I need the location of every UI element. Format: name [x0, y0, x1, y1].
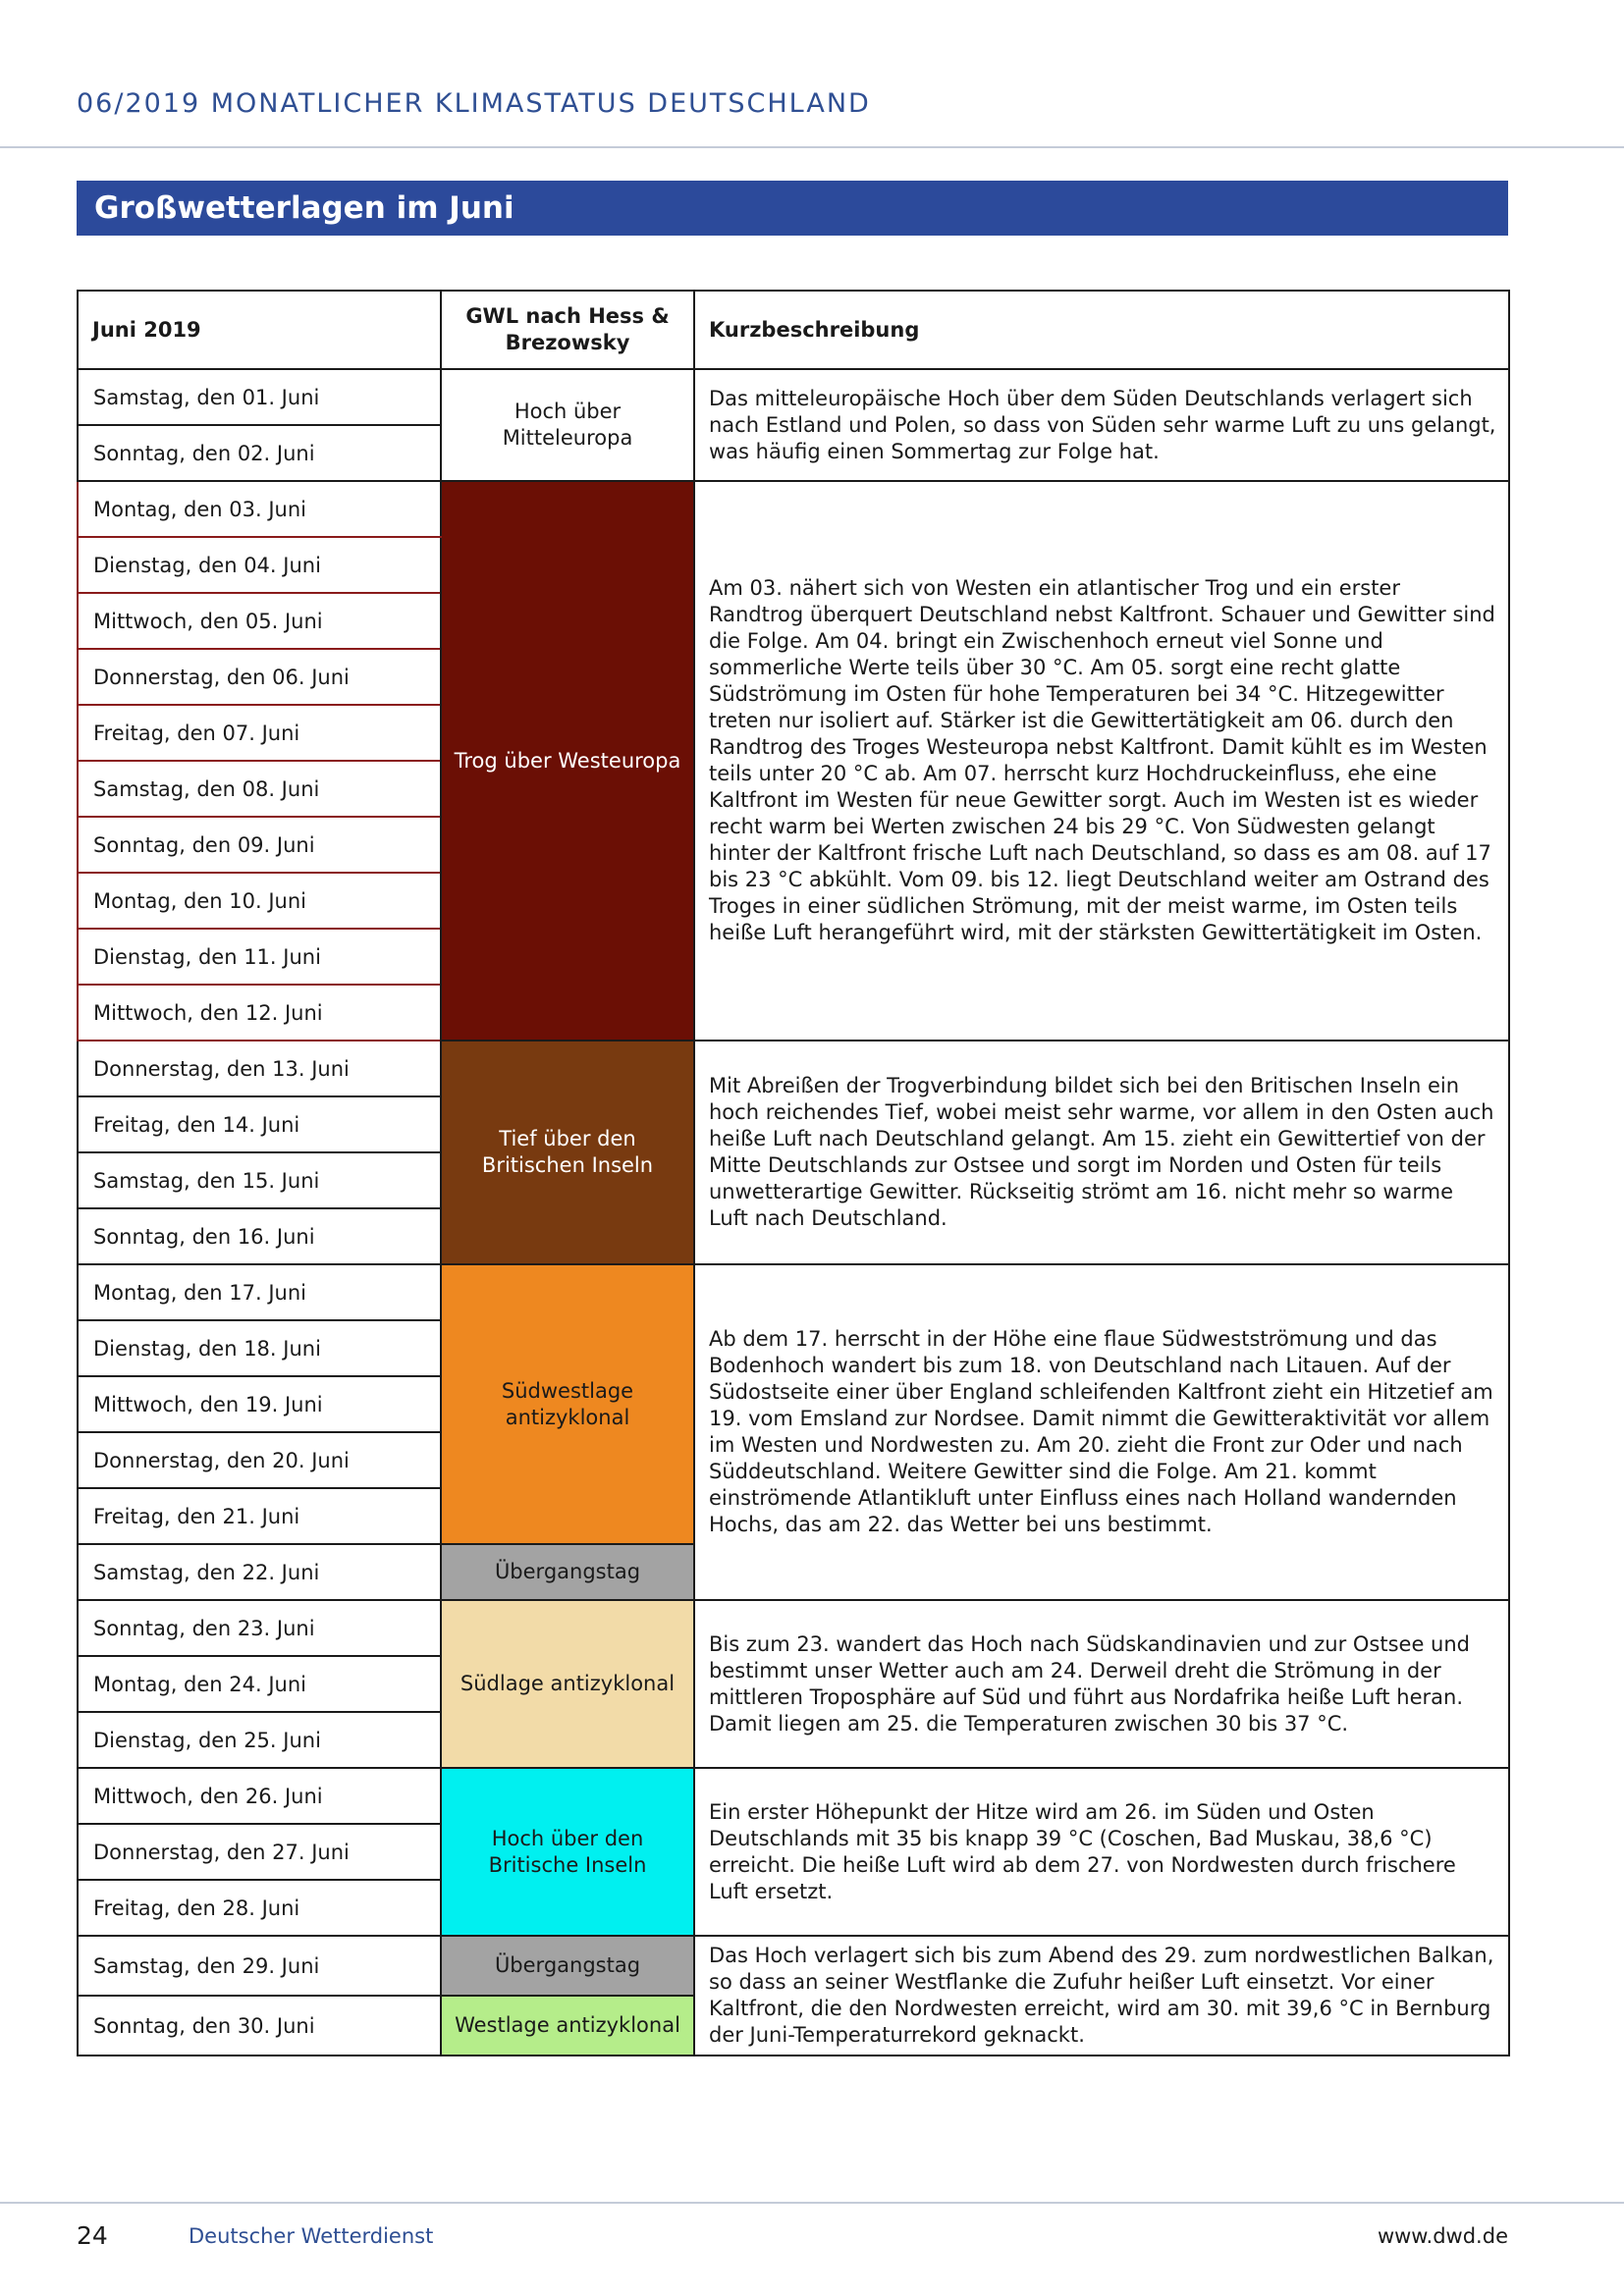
gwl-cell-uebergangstag: Übergangstag	[441, 1544, 694, 1600]
gwl-cell-suedwestlage: Südwestlage antizyklonal	[441, 1264, 694, 1544]
day-cell: Sonntag, den 09. Juni	[78, 817, 441, 873]
day-cell: Freitag, den 28. Juni	[78, 1880, 441, 1936]
day-cell: Dienstag, den 04. Juni	[78, 537, 441, 593]
day-cell: Samstag, den 15. Juni	[78, 1152, 441, 1208]
day-cell: Samstag, den 08. Juni	[78, 761, 441, 817]
day-cell: Dienstag, den 11. Juni	[78, 929, 441, 985]
gwl-cell-hoch-britische-inseln: Hoch über den Britische Inseln	[441, 1768, 694, 1936]
footer-divider	[0, 2202, 1624, 2204]
day-cell: Freitag, den 14. Juni	[78, 1096, 441, 1152]
description-cell: Mit Abreißen der Trogverbindung bildet sich bei den Britischen Inseln ein hoch reichendes Tief, wobei meist sehr warme, vor allem in den Osten auch heiße Luft nach Deutschland gelangt. Am 15. zieht ein Gewittertief von der Mitte Deutschlands zur Ostsee und sorgt im Norden und Osten für teils unwetterartige Gewitter. Rückseitig strömt am 16. nicht mehr so warme Luft nach Deutschland.	[694, 1041, 1509, 1264]
gwl-cell-uebergangstag: Übergangstag	[441, 1936, 694, 1996]
section-banner: Großwetterlagen im Juni	[77, 181, 1508, 236]
day-cell: Sonntag, den 16. Juni	[78, 1208, 441, 1264]
day-cell: Mittwoch, den 12. Juni	[78, 985, 441, 1041]
page-number: 24	[77, 2221, 108, 2250]
day-cell: Montag, den 17. Juni	[78, 1264, 441, 1320]
day-cell: Freitag, den 21. Juni	[78, 1488, 441, 1544]
day-cell: Donnerstag, den 13. Juni	[78, 1041, 441, 1096]
day-cell: Mittwoch, den 05. Juni	[78, 593, 441, 649]
description-cell: Das mitteleuropäische Hoch über dem Süden Deutschlands verlagert sich nach Estland und Polen, so dass von Süden sehr warme Luft zu uns gelangt, was häufig einen Sommertag zur Folge hat.	[694, 369, 1509, 481]
table-row	[78, 1264, 1509, 1320]
table-header-row	[78, 291, 1509, 369]
website-link[interactable]: www.dwd.de	[1377, 2224, 1508, 2248]
gwl-cell-trog-westeuropa: Trog über Westeuropa	[441, 481, 694, 1041]
day-cell: Donnerstag, den 20. Juni	[78, 1432, 441, 1488]
day-cell: Samstag, den 29. Juni	[78, 1936, 441, 1996]
day-cell: Montag, den 24. Juni	[78, 1656, 441, 1712]
day-cell: Dienstag, den 25. Juni	[78, 1712, 441, 1768]
day-cell: Donnerstag, den 06. Juni	[78, 649, 441, 705]
table-row	[78, 1041, 1509, 1096]
description-cell: Ab dem 17. herrscht in der Höhe eine flaue Südwestströmung und das Bodenhoch wandert bis zum 18. von Deutschland nach Litauen. Auf der Südostseite einer über England schleifenden Kaltfront zieht ein Hitzetief am 19. vom Emsland zur Nordsee. Damit nimmt die Gewitteraktivität vor allem im Westen und Nordwesten zu. Am 20. zieht die Front zur Oder und nach Süddeutschland. Weitere Gewitter sind die Folge. Am 21. kommt einströmende Atlantikluft unter Einfluss eines nach Holland wandernden Hochs, das am 22. das Wetter bei uns bestimmt.	[694, 1264, 1509, 1600]
table-row	[78, 1936, 1509, 1996]
column-header-gwl: GWL nach Hess & Brezowsky	[441, 291, 694, 369]
description-cell: Das Hoch verlagert sich bis zum Abend des 29. zum nordwestlichen Balkan, so dass an seiner Westflanke die Zufuhr heißer Luft einsetzt. Vor einer Kaltfront, die den Nordwesten erreicht, wird am 30. mit 39,6 °C in Bernburg der Juni-Temperaturrekord geknackt.	[694, 1936, 1509, 2056]
column-header-date: Juni 2019	[78, 291, 441, 369]
gwl-cell-suedlage: Südlage antizyklonal	[441, 1600, 694, 1768]
weather-pattern-table	[77, 290, 1510, 2056]
description-cell: Am 03. nähert sich von Westen ein atlantischer Trog und ein erster Randtrog überquert Deutschland nebst Kaltfront. Schauer und Gewitter sind die Folge. Am 04. bringt ein Zwischenhoch erneut viel Sonne und sommerliche Werte teils über 30 °C. Am 05. sorgt eine recht glatte Südströmung im Osten für hohe Temperaturen bei 34 °C. Hitzegewitter treten nur isoliert auf. Stärker ist die Gewittertätigkeit am 06. durch den Randtrog des Troges Westeuropa nebst Kaltfront. Damit kühlt es im Westen teils unter 20 °C ab. Am 07. herrscht kurz Hochdruckeinfluss, ehe eine Kaltfront im Westen für neue Gewitter sorgt. Auch im Westen ist es wieder recht warm bei Werten zwischen 24 bis 29 °C. Von Südwesten gelangt hinter der Kaltfront frische Luft nach Deutschland, so dass es am 08. auf 17 bis 23 °C abkühlt. Vom 09. bis 12. liegt Deutschland weiter am Ostrand des Troges in einer südlichen Strömung, mit der meist warme, im Osten teils heiße Luft herangeführt wird, mit der stärksten Gewittertätigkeit im Osten.	[694, 481, 1509, 1041]
day-cell: Sonntag, den 30. Juni	[78, 1996, 441, 2056]
gwl-cell-hoch-mitteleuropa: Hoch über Mitteleuropa	[441, 369, 694, 481]
day-cell: Mittwoch, den 26. Juni	[78, 1768, 441, 1824]
day-cell: Sonntag, den 23. Juni	[78, 1600, 441, 1656]
description-cell: Ein erster Höhepunkt der Hitze wird am 26. im Süden und Osten Deutschlands mit 35 bis knapp 39 °C (Coschen, Bad Muskau, 38,6 °C) erreicht. Die heiße Luft wird ab dem 27. von Nordwesten durch frischere Luft ersetzt.	[694, 1768, 1509, 1936]
day-cell: Samstag, den 22. Juni	[78, 1544, 441, 1600]
publisher-name: Deutscher Wetterdienst	[189, 2224, 434, 2248]
page-header-title: 06/2019 MONATLICHER KLIMASTATUS DEUTSCHLAND	[77, 88, 871, 119]
day-cell: Dienstag, den 18. Juni	[78, 1320, 441, 1376]
day-cell: Montag, den 10. Juni	[78, 873, 441, 929]
gwl-cell-tief-britische-inseln: Tief über den Britischen Inseln	[441, 1041, 694, 1264]
table-row	[78, 1600, 1509, 1656]
day-cell: Donnerstag, den 27. Juni	[78, 1824, 441, 1880]
day-cell: Freitag, den 07. Juni	[78, 705, 441, 761]
gwl-cell-westlage: Westlage antizyklonal	[441, 1996, 694, 2056]
day-cell: Montag, den 03. Juni	[78, 481, 441, 537]
table-row	[78, 369, 1509, 425]
day-cell: Sonntag, den 02. Juni	[78, 425, 441, 481]
column-header-description: Kurzbeschreibung	[694, 291, 1509, 369]
table-row	[78, 481, 1509, 537]
day-cell: Samstag, den 01. Juni	[78, 369, 441, 425]
day-cell: Mittwoch, den 19. Juni	[78, 1376, 441, 1432]
header-divider	[0, 146, 1624, 148]
table-row	[78, 1768, 1509, 1824]
description-cell: Bis zum 23. wandert das Hoch nach Südskandinavien und zur Ostsee und bestimmt unser Wetter auch am 24. Derweil dreht die Strömung in der mittleren Troposphäre auf Süd und führt aus Nordafrika heiße Luft heran. Damit liegen am 25. die Temperaturen zwischen 30 bis 37 °C.	[694, 1600, 1509, 1768]
